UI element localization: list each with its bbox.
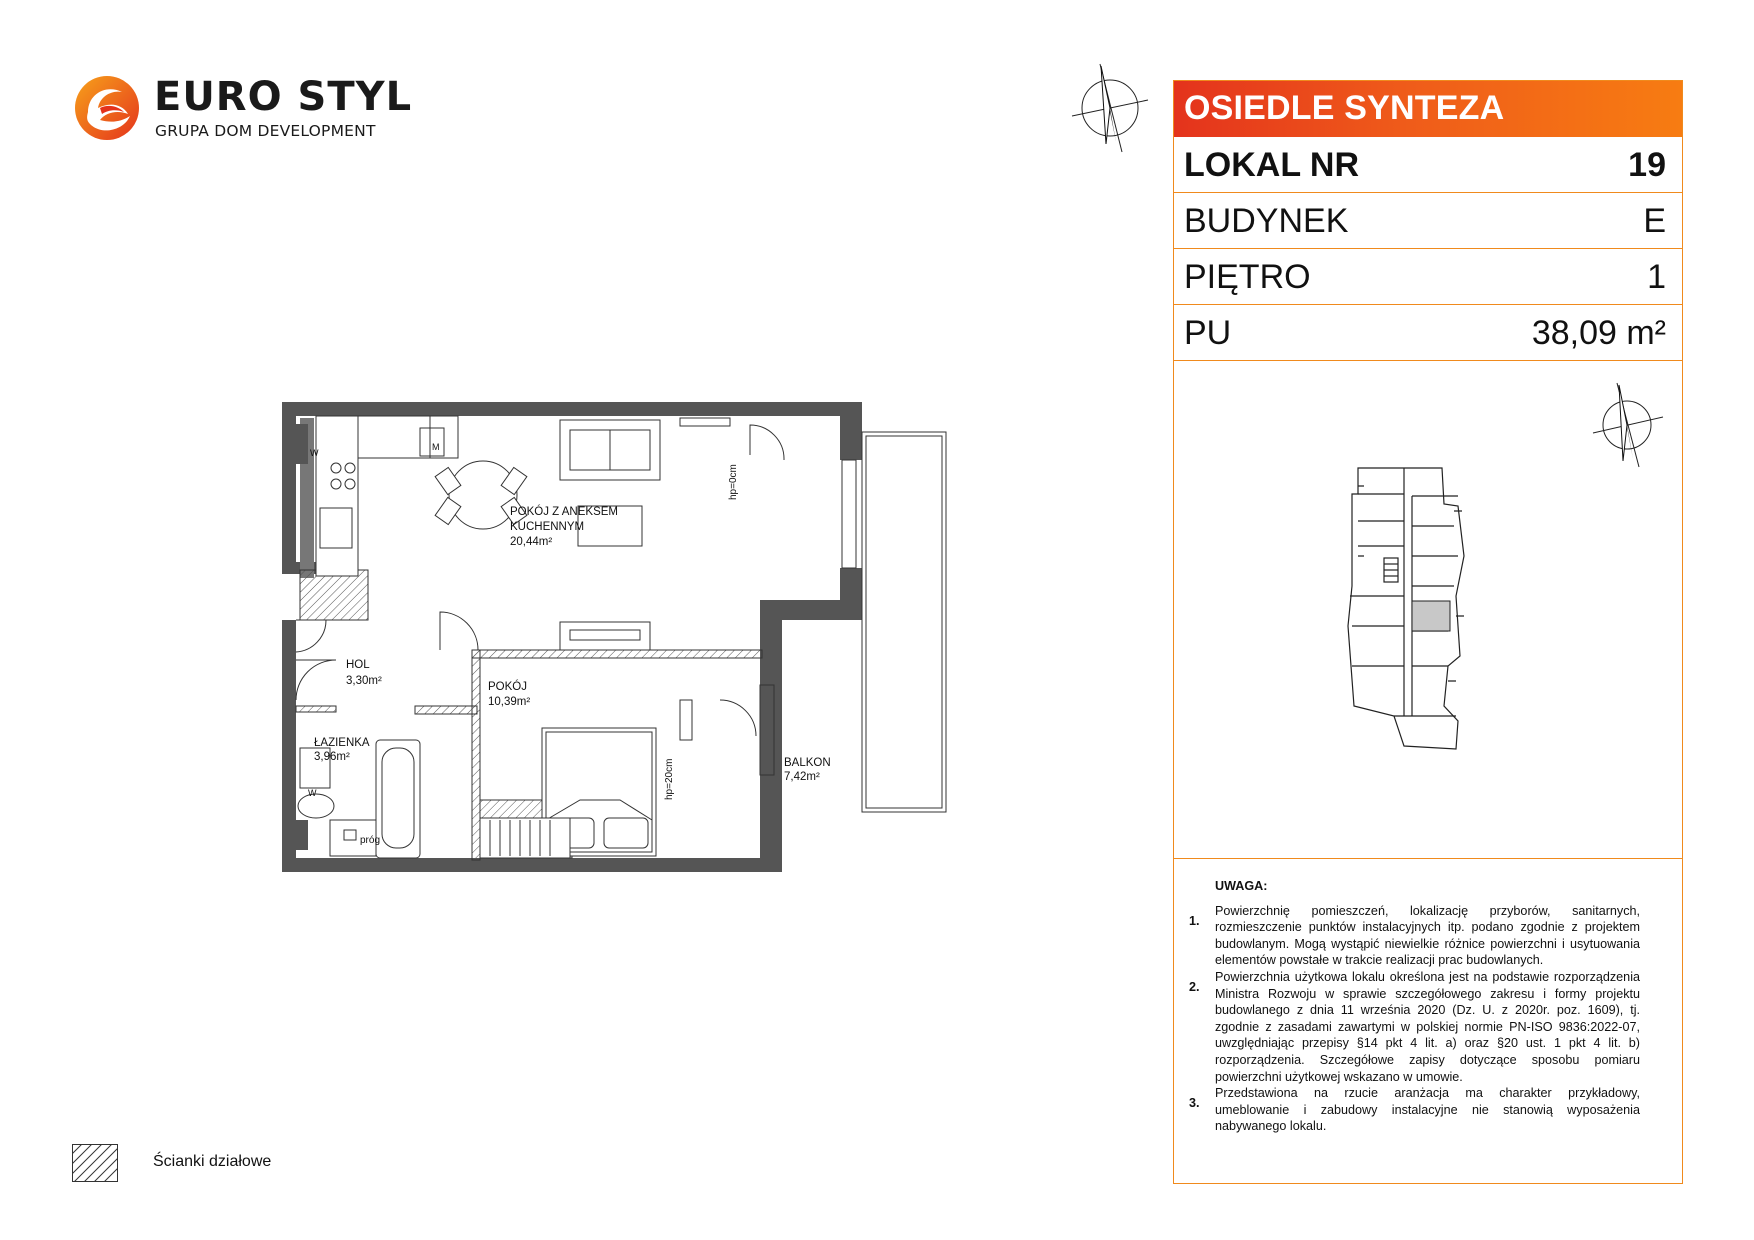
notes-section [1185,878,1640,1135]
brand-logo [72,72,413,152]
info-value: E [1643,202,1666,240]
room-label-main-2: KUCHENNYM [510,521,585,533]
notes-divider [1174,858,1682,859]
room-area-hol: 3,30m² [346,675,382,687]
room-label-balkon: BALKON [784,757,831,769]
room-label-hol: HOL [346,659,370,671]
meter-label: W [310,448,319,458]
building-key-plan [1344,466,1484,751]
info-row-budynek [1174,193,1682,249]
note-number: 1. [1189,913,1200,928]
info-label: PU [1184,314,1232,352]
north-arrow-icon [1070,62,1154,154]
info-value: 19 [1628,146,1666,184]
info-label: BUDYNEK [1184,202,1349,240]
brand-subtitle: GRUPA DOM DEVELOPMENT [155,122,376,140]
room-area-main: 20,44m² [510,536,553,548]
threshold-label: próg [360,835,381,846]
info-row-lokal [1174,137,1682,193]
note-item [1185,903,1640,969]
legend-hatch-icon [72,1144,118,1182]
north-arrow-icon [1589,379,1669,469]
note-number: 2. [1189,979,1200,994]
note-number: 3. [1189,1096,1200,1111]
room-area-lazienka: 3,96m² [314,751,350,763]
info-row-pu [1174,305,1682,361]
floor-plan [280,400,950,880]
room-area-balkon: 7,42m² [784,771,820,783]
estate-header [1174,81,1682,137]
brand-name: EURO STYL [154,74,413,120]
notes-title: UWAGA: [1215,879,1268,893]
note-text: Powierzchnię pomieszczeń, lokalizację przyborów, sanitarnych, rozmieszczenie punktów instalacyjnych itp. podano zgodnie z projektem budowlanym. Mogą wystąpić niewielkie różnice powierzchni i usytuowania elementów powstałe w trakcie realizacji prac budowlanych. [1215,903,1640,968]
legend-label: Ścianki działowe [153,1153,272,1170]
eurostyl-logo-icon [72,72,142,142]
room-label-main: POKÓJ Z ANEKSEM [510,506,618,518]
note-text: Przedstawiona na rzucie aranżacja ma charakter przykładowy, umeblowanie i zabudowy instalacyjne nie stanowią wyposażenia nabywanego lokalu. [1215,1086,1640,1134]
info-row-pietro [1174,249,1682,305]
note-item [1185,969,1640,1085]
room-label-pokoj: POKÓJ [488,681,527,693]
threshold-height-label: hp=20cm [664,758,675,800]
threshold-height-label: hp=0cm [728,464,739,500]
info-label: PIĘTRO [1184,258,1311,296]
note-text: Powierzchnia użytkowa lokalu określona jest na podstawie rozporządzenia Ministra Rozwoju w sprawie szczegółowego zakresu i formy projektu budowlanego z dnia 11 września 2020 (Dz. U. z 2020r. poz. 1609), tj. zgodnie z zasadami zawartymi w polskiej normie PN-ISO 9836:2022-07, uwzględniając przepisy §14 pkt 4 lit. a) oraz §20 ust. 1 pkt 4 lit. b) rozporządzenia. Szczegółowe zapisy dotyczące sposobu pomiaru powierzchni użytkowej wskazano w umowie. [1215,969,1640,1084]
estate-name: OSIEDLE SYNTEZA [1184,89,1505,127]
meter-label: W [308,788,317,798]
appliance-label: M [432,442,440,452]
room-label-lazienka: ŁAZIENKA [314,737,370,749]
room-area-pokoj: 10,39m² [488,696,531,708]
info-value: 38,09 m² [1531,314,1666,352]
info-label: LOKAL NR [1184,146,1360,184]
info-value: 1 [1647,258,1666,296]
note-item [1185,1085,1640,1135]
